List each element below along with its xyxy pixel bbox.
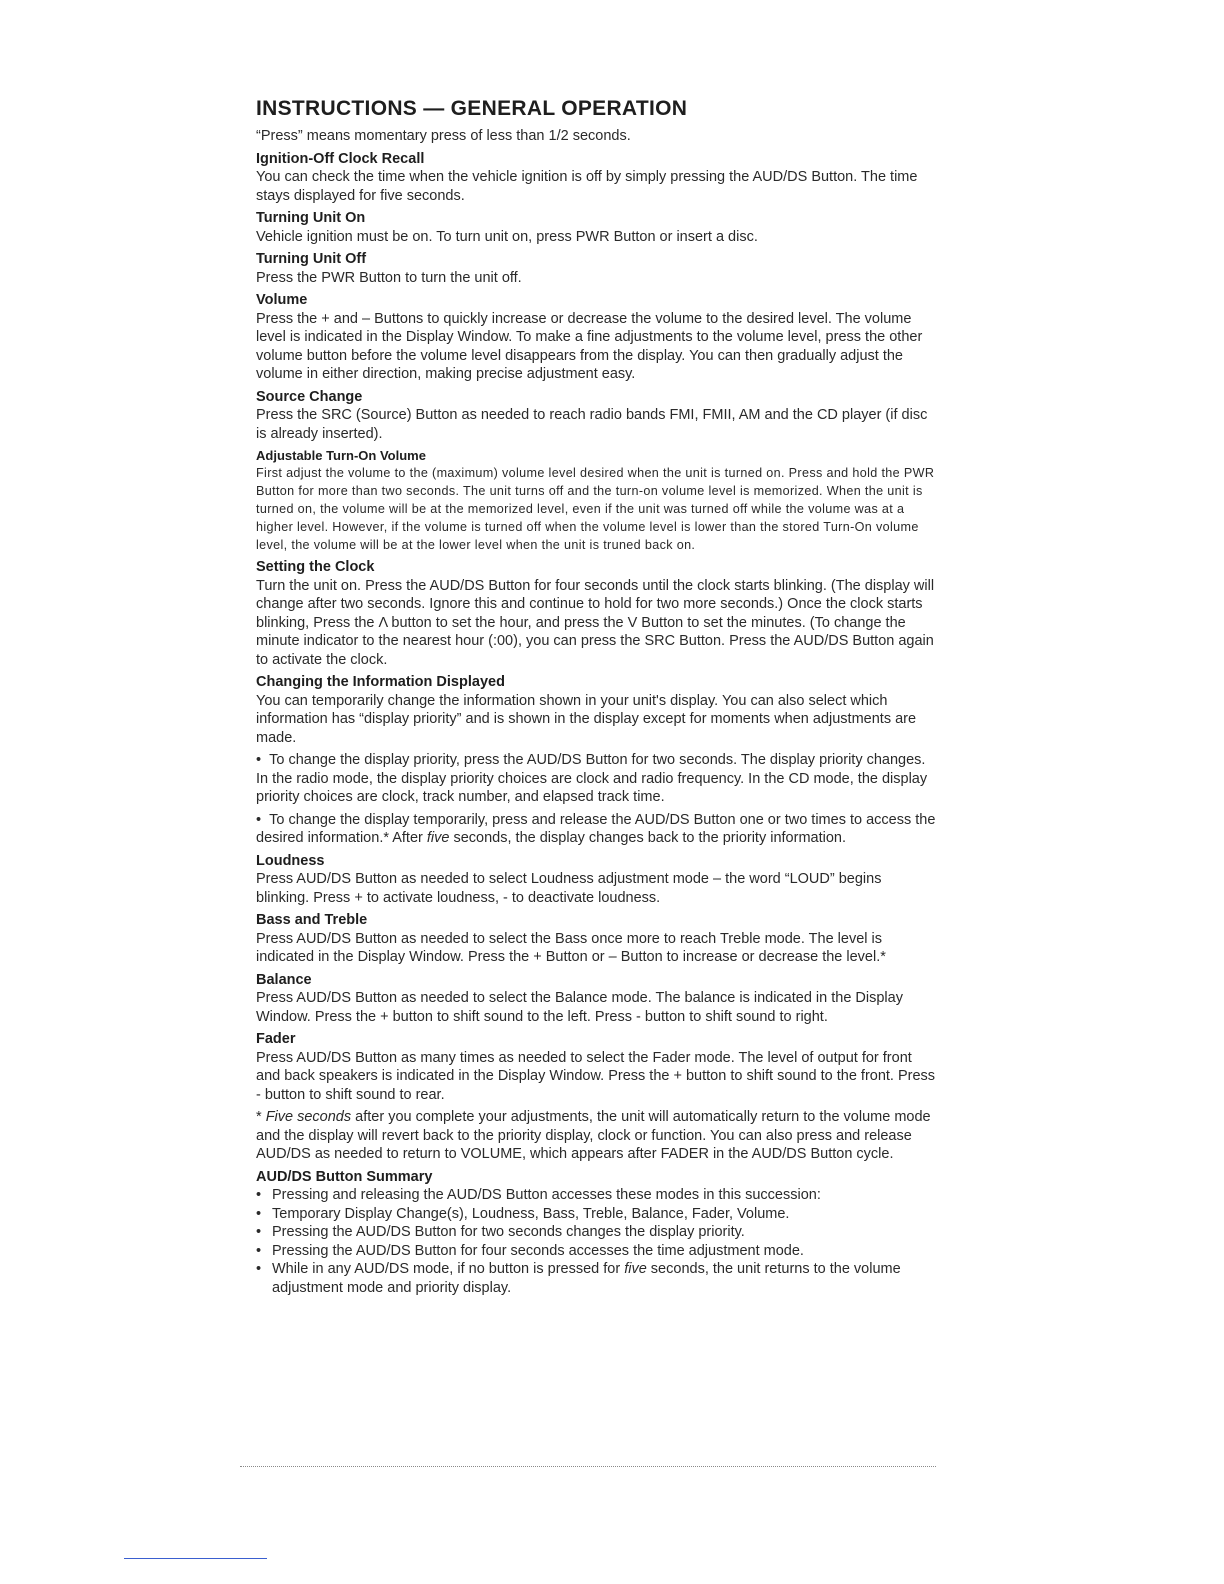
section-body: Vehicle ignition must be on. To turn unit on, press PWR Button or insert a disc. [256,228,758,245]
section-body: Turn the unit on. Press the AUD/DS Button for four seconds until the clock starts blinking. (The display will change after two seconds. Ignore this and continue to hold for two more seconds.) Once the clock starts blinking, Press the Λ button to set the hour, and press the V Button to set the minutes. (To change the minute indicator to the nearest hour (:00), you can press the SRC Button. Press the AUD/DS Button again to activate the clock. [256,577,935,668]
bullet-display-temporary [256,811,936,848]
section-heading: Balance [256,971,312,988]
section-heading: Setting the Clock [256,559,375,575]
page-edge-line [124,1558,267,1559]
section-body: Press AUD/DS Button as many times as needed to select the Fader mode. The level of output for front and back speakers is indicated in the Display Window. Press the + button to shift sound to the front. Press - button to shift sound to rear. [256,1049,936,1103]
list-item: • Temporary Display Change(s), Loudness, Bass, Treble, Balance, Fader, Volume. [256,1205,936,1224]
section-body: Press the SRC (Source) Button as needed to reach radio bands FMI, FMII, AM and the CD player (if disc is already inserted). [256,407,928,442]
section-turning-unit-off [256,250,936,287]
section-heading: Turning Unit Off [256,251,367,267]
list-item-emphasis: five [624,1261,647,1277]
page-title: INSTRUCTIONS — GENERAL OPERATION [256,97,688,120]
footnote-text: after you complete your adjustments, the unit will automatically return to the volume mode and the display will revert back to the priority display, clock or function. You can also press and release AUD/DS as needed to return to VOLUME, which appears after FADER in the AUD/DS Button cycle. [256,1109,931,1162]
section-heading: Adjustable Turn-On Volume [256,448,426,463]
section-loudness [256,852,936,908]
footnote-marker: * [256,1109,262,1125]
list-item [256,1260,936,1297]
section-heading: Source Change [256,388,363,405]
bullet-text: To change the display temporarily, press and release the AUD/DS Button one or two times to access the desired information.* After [256,811,936,846]
section-volume [256,291,936,384]
section-bass-and-treble [256,911,936,967]
section-balance [256,971,936,1027]
section-turning-unit-on [256,209,936,246]
footnote-emphasis: Five seconds [265,1109,352,1125]
section-setting-the-clock [256,558,936,669]
footnote [256,1108,936,1164]
section-heading: Volume [256,292,308,308]
section-heading: Turning Unit On [256,210,366,226]
bullet-text: seconds, the display changes back to the priority information. [449,830,847,846]
section-heading: Fader [256,1031,296,1047]
section-heading: Bass and Treble [256,912,368,928]
section-heading: Changing the Information Displayed [256,674,505,690]
list-item-text: seconds, the unit returns to the volume adjustment mode and priority display. [272,1261,901,1296]
section-changing-information-displayed [256,673,936,848]
section-body: Press AUD/DS Button as needed to select Loudness adjustment mode – the word “LOUD” begins blinking. Press + to activate loudness, - to deactivate loudness. [256,871,882,906]
list-item: • Pressing the AUD/DS Button for two seconds changes the display priority. [256,1223,936,1242]
section-body: Press the + and – Buttons to quickly increase or decrease the volume to the desired level. The volume level is indicated in the Display Window. To make a fine adjustments to the volume level, press the other volume button before the volume level disappears from the display. You can then gradually adjust the volume in either direction, making precise adjustment easy. [256,310,923,382]
section-source-change [256,388,936,444]
section-body: Press AUD/DS Button as needed to select the Bass once more to reach Treble mode. The level is indicated in the Display Window. Press the + Button or – Button to increase or decrease the level.* [256,930,886,965]
section-heading: Loudness [256,852,325,869]
section-body: First adjust the volume to the (maximum) volume level desired when the unit is turned on. Press and hold the PWR Button for more than two seconds. The unit turns off and the turn-on volume level is memorized. When the unit is turned on, the volume will be at the memorized level, even if the unit was turned off while the volume was at a higher level. However, if the volume is turned off when the volume level is lower than the stored Turn-On volume level, the volume will be at the lower level when the unit is truned back on. [256,466,935,552]
section-body: Press AUD/DS Button as needed to select the Balance mode. The balance is indicated in the Display Window. Press the + button to shift sound to the left. Press - button to shift sound to right. [256,990,903,1025]
section-aud-ds-button-summary [256,1168,936,1298]
list-item: • Pressing and releasing the AUD/DS Button accesses these modes in this succession: [256,1186,936,1205]
section-heading: AUD/DS Button Summary [256,1168,433,1185]
section-ignition-off-clock-recall [256,150,936,206]
section-adjustable-turn-on-volume [256,447,936,554]
section-body: You can check the time when the vehicle ignition is off by simply pressing the AUD/DS Button. The time stays displayed for five seconds. [256,169,918,204]
intro-text: “Press” means momentary press of less than 1/2 seconds. [256,128,631,144]
list-item: • Pressing the AUD/DS Button for four seconds accesses the time adjustment mode. [256,1242,936,1261]
document-page [256,96,936,1301]
section-body: You can temporarily change the information shown in your unit's display. You can also select which information has “display priority” and is shown in the display except for moments when adjustments are made. [256,692,917,746]
section-heading: Ignition-Off Clock Recall [256,150,425,167]
bullet-emphasis: five [426,830,450,846]
list-item-text: While in any AUD/DS mode, if no button is pressed for [272,1261,625,1277]
section-fader [256,1030,936,1164]
section-body: Press the PWR Button to turn the unit off. [256,269,522,286]
bullet-display-priority: • To change the display priority, press the AUD/DS Button for two seconds. The display priority changes. In the radio mode, the display priority choices are clock and radio frequency. In the CD mode, the display priority choices are clock, track number, and elapsed track time. [256,751,936,807]
bottom-dotted-rule [240,1466,936,1467]
summary-list [256,1186,936,1297]
